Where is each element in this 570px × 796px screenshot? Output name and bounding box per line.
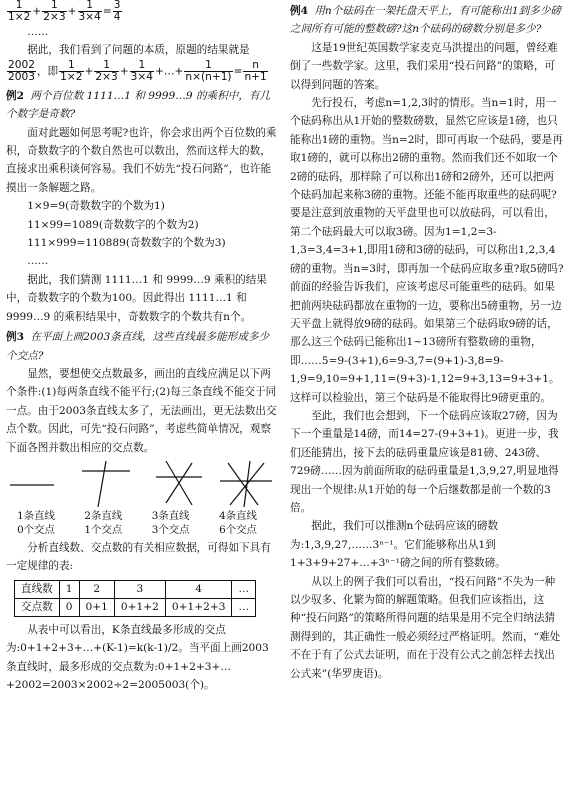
paragraph: 从以上的例子我们可以看出，“投石问路”不失为一种以少驭多、化繁为简的解题策略。但我们应该指出，这种“投石问路”的策略所得问题的结果是用不完全归纳法猜测得到的，其正确性一般必须经过严格证明。然而，“难处不在于有了公式去证明，而在于没有公式之前怎样去找出公式来”(华罗庚语)。 xyxy=(290,575,561,680)
lines-figure xyxy=(6,459,278,509)
paragraph: 先行投石，考虑n=1,2,3时的情形。当n=1时，用一个砝码称出从1开始的整数磅数，显然它应该是1磅，也只能称出1磅的重物。当n=2时，即可再取一个砝码，要是再取1磅的，就可以称出2磅的重物。然而我们还不如取一个2磅的砝码，那样除了可以称出1磅和2磅外，还可以把两个砝码加起来称3磅的重物。还能不能再取重些的砝码呢? 要是注意到放重物的天平盘里也可以放砝码，可以看出，第二个砝码最大可以取3磅。因为1=1,2=3-1,3=3,4=3+1,即用1磅和3磅的砝码，可以称出1,2,3,4磅的重物。当n=3时，即再加一个砝码应取多重?取5磅吗?前面的经验告诉我们，应该考虑尽可能重些的砝码。如果把前两块砝码都放在重物的一边，要称出5磅重物，另一边天平盘上就得放9磅的砝码。如果第三个砝码取9磅的话，那么这三个砝码已能称出1~13磅所有整数磅的重物，即……5=9-(3+1),6=9-3,7=(9+1)-3,8=9-1,9=9,10=9+1,11=(9+3)-1,12=9+3,13=9+3+1。这样可以检验出，第三个砝码是不能取得比9磅更重的。 xyxy=(290,97,564,404)
paragraph: 分析直线数、交点数的有关相应数据，可得如下具有一定规律的表: xyxy=(6,541,271,573)
paragraph: 据此，我们可以推测n个砝码应该的磅数为:1,3,9,27,……3ⁿ⁻¹。它们能够称出从1到1+3+9+27+…+3ⁿ⁻¹磅之间的所有整数磅。 xyxy=(290,520,506,570)
caption-2: 2条直线 1个交点 xyxy=(84,509,123,536)
calc-line: 111×999=110889(奇数数字的个数为3) xyxy=(27,237,226,250)
caption-3: 3条直线 3个交点 xyxy=(151,509,190,536)
caption-4: 4条直线 6个交点 xyxy=(219,509,257,536)
paragraph: 显然，要想使交点数最多，画出的直线应满足以下两个条件:(1)每两条直线不能平行;(2)每三条直线不能交于同一点。由于2003条直线太多了，无法画出，更无法数出交点个数。因此，可先“投石问路”，考虑些简单情况，观察下面各图并数出相应的交点数。 xyxy=(6,367,277,454)
calc-line: 1×9=9(奇数数字的个数为1) xyxy=(27,200,165,213)
line-3c xyxy=(166,463,192,503)
paragraph: 据此，我们看到了问题的本质，原题的结果就是 xyxy=(27,44,250,57)
intersections-table xyxy=(14,580,256,617)
paragraph: 面对此题如何思考呢?也许，你会求出两个百位数的乘积，奇数数字的个数自然也可以数出，然而这样大的数，直接求出乘积谈何容易。我们不妨先“投石问路”，也许能摸出一条解题之路。 xyxy=(6,126,277,194)
table-row: 直线数 1 2 3 4 … xyxy=(15,580,256,598)
figure-captions xyxy=(6,509,268,537)
line-4b xyxy=(228,463,258,505)
example-4-heading: 例4 用n个砝码在一架托盘天平上，有可能称出1到多少磅之间所有可能的整数磅?这n个砝码的磅数分别是多少? xyxy=(290,5,561,36)
paragraph: 据此，我们猜测 1111…1 和 9999…9 乘积的结果中，奇数数字的个数为100。因此得出 1111…1 和 9999…9 的乘积结果中，奇数数字的个数共有n个。 xyxy=(6,273,267,323)
caption-1: 1条直线 0个交点 xyxy=(17,509,55,536)
paragraph: 从表中可以看出，K条直线最多形成的交点为:0+1+2+3+…+(K-1)=k(k-1)/2。当平面上画2003条直线时，最多形成的交点数为:0+1+2+3+…+2002=2003×2002÷2=2005003(个)。 xyxy=(6,623,269,691)
table-row: 交点数 0 0+1 0+1+2 0+1+2+3 … xyxy=(15,598,256,616)
paragraph: 至此，我们也会想到，下一个砝码应该取27磅，因为下一个重量是14磅，而14=27-(9+3+1)。更进一步，我们还能猜出，接下去的砝码重量应该是81磅、243磅、729磅……因为前面所取的砝码重量是1,3,9,27,明显地得现出一个规律:从1开始的每一个后继数都是前一个数的3倍。 xyxy=(290,409,559,514)
fraction-equation-top: $\frac{1}{1\times 2}$ + $\frac{1}{2\times 3}$ + $\frac{1}{3\times 4}$ = $\frac{3}{4}$ xyxy=(8,0,121,23)
ellipsis-line: …… xyxy=(27,26,49,38)
lines-diagram xyxy=(6,459,278,509)
calc-line: 11×99=1089(奇数数字的个数为2) xyxy=(27,218,199,231)
right-column xyxy=(290,0,564,683)
fraction-equation-result: $\frac{2002}{2003}$ ，即 $\frac{1}{1\times 2}$ + $\frac{1}{2\times 3}$ + $\frac{1}{3\times 4}$ +…+ $\frac{1}{n\times(n+1)}$ = $\frac{n}{n+1}$ xyxy=(8,58,267,83)
paragraph: 这是19世纪英国数学家麦克马洪提出的问题，曾经难倒了一些数学家。这里，我们采用“投石问路”的策略，可以得到问题的答案。 xyxy=(290,41,558,91)
line-4d xyxy=(244,461,250,507)
example-2-heading: 例2 两个百位数 1111…1 和 9999…9 的乘积中，有几个数字是奇数? xyxy=(6,89,271,121)
example-3-heading: 例3 在平面上画2003条直线，这些直线最多能形成多少个交点? xyxy=(6,331,270,362)
left-column xyxy=(6,0,278,694)
ellipsis-line: …… xyxy=(27,255,49,268)
line-2b xyxy=(98,461,106,507)
